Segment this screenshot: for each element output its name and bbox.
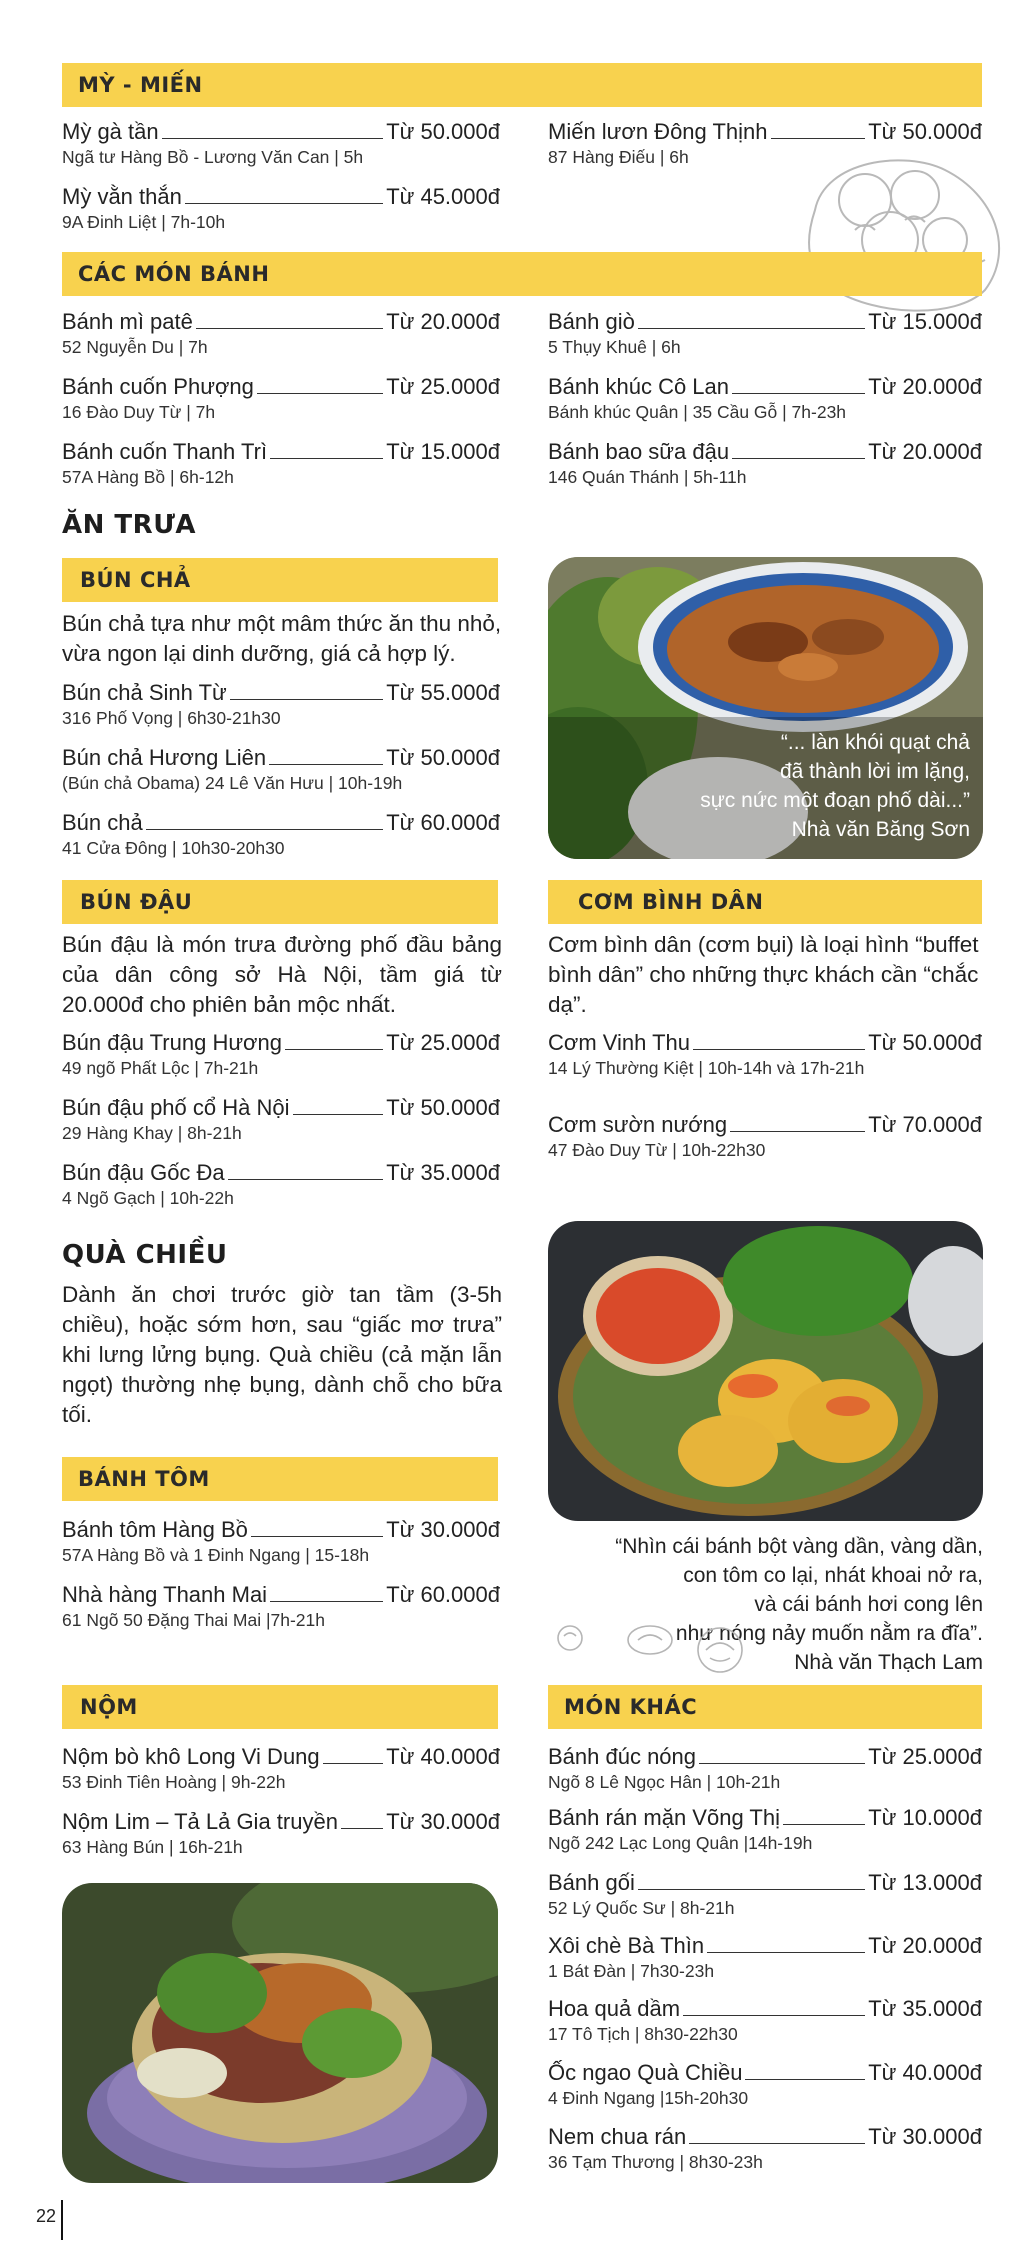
section-title: CƠM BÌNH DÂN bbox=[578, 890, 764, 914]
menu-item bbox=[548, 1929, 982, 1982]
item-name: Hoa quả dầm bbox=[548, 1996, 681, 2021]
heading-an-trua: ĂN TRƯA bbox=[62, 510, 197, 540]
item-name: Nộm Lim – Tả Lả Gia truyền bbox=[62, 1809, 338, 1834]
section-header-bun-cha bbox=[62, 558, 498, 602]
menu-item bbox=[62, 676, 500, 729]
menu-item bbox=[62, 305, 500, 358]
item-name: Cơm Vinh Thu bbox=[548, 1030, 691, 1055]
quote-line: sực nức một đoạn phố dài...” bbox=[700, 789, 970, 812]
section-title: BÁNH TÔM bbox=[78, 1467, 210, 1491]
item-name: Miến lươn Đông Thịnh bbox=[548, 119, 768, 144]
item-address: 17 Tô Tịch | 8h30-22h30 bbox=[548, 2024, 738, 2044]
item-name: Xôi chè Bà Thìn bbox=[548, 1933, 705, 1958]
item-address: 47 Đào Duy Từ | 10h-22h30 bbox=[548, 1140, 766, 1160]
item-address: 61 Ngõ 50 Đặng Thai Mai |7h-21h bbox=[62, 1610, 326, 1630]
section-header-nom bbox=[62, 1685, 498, 1729]
item-price: Từ 50.000đ bbox=[386, 745, 500, 770]
item-name: Cơm sườn nướng bbox=[548, 1112, 728, 1137]
quote-bang-son bbox=[560, 728, 970, 844]
item-address: 14 Lý Thường Kiệt | 10h-14h và 17h-21h bbox=[548, 1058, 865, 1078]
item-price: Từ 50.000đ bbox=[386, 119, 500, 144]
section-title: BÚN ĐẬU bbox=[80, 890, 193, 914]
page-divider bbox=[61, 2200, 63, 2240]
item-name: Bún đậu Trung Hương bbox=[62, 1030, 282, 1055]
item-name: Bánh rán mặn Võng Thị bbox=[548, 1805, 780, 1830]
menu-item bbox=[62, 1026, 500, 1079]
menu-item bbox=[548, 2056, 982, 2109]
menu-item bbox=[62, 370, 500, 423]
item-name: Bún chả Hương Liên bbox=[62, 745, 267, 770]
section-header-banh-tom bbox=[62, 1457, 498, 1501]
item-price: Từ 40.000đ bbox=[868, 2060, 982, 2085]
item-price: Từ 20.000đ bbox=[868, 374, 982, 399]
item-address: 53 Đinh Tiên Hoàng | 9h-22h bbox=[62, 1772, 286, 1792]
item-address: 1 Bát Đàn | 7h30-23h bbox=[548, 1961, 715, 1981]
item-price: Từ 50.000đ bbox=[386, 1095, 500, 1120]
item-address: 52 Lý Quốc Sư | 8h-21h bbox=[548, 1898, 735, 1918]
section-title: BÚN CHẢ bbox=[80, 568, 191, 592]
item-price: Từ 45.000đ bbox=[386, 184, 500, 209]
item-address: 57A Hàng Bồ | 6h-12h bbox=[62, 467, 234, 487]
menu-item bbox=[548, 370, 982, 423]
item-price: Từ 10.000đ bbox=[868, 1805, 982, 1830]
item-price: Từ 30.000đ bbox=[868, 2124, 982, 2149]
quote-line: “Nhìn cái bánh bột vàng dần, vàng dần, bbox=[615, 1535, 983, 1558]
section-title: CÁC MÓN BÁNH bbox=[78, 262, 270, 286]
item-price: Từ 50.000đ bbox=[868, 1030, 982, 1055]
item-price: Từ 15.000đ bbox=[386, 439, 500, 464]
item-address: 316 Phố Vọng | 6h30-21h30 bbox=[62, 708, 281, 728]
item-name: Nhà hàng Thanh Mai bbox=[62, 1582, 268, 1607]
item-name: Bún chả Sinh Từ bbox=[62, 680, 227, 705]
menu-item bbox=[548, 1866, 982, 1919]
item-address: 4 Ngõ Gạch | 10h-22h bbox=[62, 1188, 234, 1208]
item-name: Ốc ngao Quà Chiều bbox=[548, 2060, 743, 2085]
quote-author: Nhà văn Thạch Lam bbox=[794, 1651, 983, 1674]
item-name: Bún đậu phố cổ Hà Nội bbox=[62, 1095, 290, 1120]
item-address: 63 Hàng Bún | 16h-21h bbox=[62, 1837, 243, 1857]
item-name: Bánh mì patê bbox=[62, 309, 193, 334]
item-address: 41 Cửa Đông | 10h30-20h30 bbox=[62, 838, 285, 858]
quote-line: đã thành lời im lặng, bbox=[779, 760, 970, 783]
item-address: 52 Nguyễn Du | 7h bbox=[62, 337, 208, 357]
menu-item bbox=[548, 435, 982, 488]
quote-line: “... làn khói quạt chả bbox=[780, 731, 970, 754]
item-address: 29 Hàng Khay | 8h-21h bbox=[62, 1123, 242, 1143]
item-address: Ngõ 8 Lê Ngọc Hân | 10h-21h bbox=[548, 1772, 781, 1792]
item-name: Bánh gối bbox=[548, 1870, 635, 1895]
section-header-cac-mon-banh bbox=[62, 252, 982, 296]
item-name: Bánh giò bbox=[548, 309, 635, 334]
item-price: Từ 25.000đ bbox=[386, 374, 500, 399]
menu-item bbox=[548, 115, 982, 168]
item-name: Bánh bao sữa đậu bbox=[548, 439, 730, 464]
item-price: Từ 30.000đ bbox=[386, 1517, 500, 1542]
item-price: Từ 20.000đ bbox=[868, 439, 982, 464]
menu-item bbox=[62, 1805, 500, 1858]
menu-item bbox=[62, 180, 500, 233]
menu-item bbox=[62, 435, 500, 488]
item-price: Từ 15.000đ bbox=[868, 309, 982, 334]
item-address: Ngã tư Hàng Bồ - Lương Văn Can | 5h bbox=[62, 147, 364, 167]
item-price: Từ 13.000đ bbox=[868, 1870, 982, 1895]
menu-item bbox=[62, 1578, 500, 1631]
menu-item bbox=[548, 1740, 982, 1793]
item-price: Từ 20.000đ bbox=[868, 1933, 982, 1958]
item-address: 36 Tạm Thương | 8h30-23h bbox=[548, 2152, 763, 2172]
section-header-bun-dau bbox=[62, 880, 498, 924]
item-name: Bánh cuốn Phượng bbox=[62, 374, 254, 399]
item-name: Bánh tôm Hàng Bồ bbox=[62, 1517, 248, 1542]
item-name: Mỳ vằn thắn bbox=[62, 184, 182, 209]
menu-item bbox=[62, 1513, 500, 1566]
item-price: Từ 70.000đ bbox=[868, 1112, 982, 1137]
item-address: Ngõ 242 Lạc Long Quân |14h-19h bbox=[548, 1833, 813, 1853]
quote-line: như nóng nảy muốn nằm ra đĩa”. bbox=[675, 1622, 983, 1645]
menu-item bbox=[548, 1992, 982, 2045]
item-price: Từ 60.000đ bbox=[386, 1582, 500, 1607]
item-price: Từ 35.000đ bbox=[386, 1160, 500, 1185]
item-price: Từ 25.000đ bbox=[868, 1744, 982, 1769]
item-name: Nem chua rán bbox=[548, 2124, 687, 2149]
item-address: 5 Thụy Khuê | 6h bbox=[548, 337, 681, 357]
item-address: 57A Hàng Bồ và 1 Đinh Ngang | 15-18h bbox=[62, 1545, 370, 1565]
menu-item bbox=[548, 2120, 982, 2173]
section-header-com-binh-dan bbox=[548, 880, 982, 924]
menu-item bbox=[62, 1740, 500, 1793]
section-title: MỲ - MIẾN bbox=[78, 73, 203, 97]
nom-photo bbox=[62, 1883, 498, 2183]
item-name: Bánh khúc Cô Lan bbox=[548, 374, 730, 399]
menu-item bbox=[62, 115, 500, 168]
section-header-my-mien bbox=[62, 63, 982, 107]
item-price: Từ 25.000đ bbox=[386, 1030, 500, 1055]
section-intro: Cơm bình dân (cơm bụi) là loại hình “buffet bình dân” cho những thực khách cần “chắc dạ”. bbox=[548, 932, 979, 1017]
section-header-mon-khac bbox=[548, 1685, 982, 1729]
item-address: Bánh khúc Quân | 35 Cầu Gỗ | 7h-23h bbox=[548, 402, 847, 422]
quote-author: Nhà văn Băng Sơn bbox=[791, 818, 970, 841]
menu-item bbox=[62, 806, 500, 859]
item-address: (Bún chả Obama) 24 Lê Văn Hưu | 10h-19h bbox=[62, 773, 403, 793]
item-name: Bánh cuốn Thanh Trì bbox=[62, 439, 268, 464]
item-address: 4 Đinh Ngang |15h-20h30 bbox=[548, 2088, 749, 2108]
item-name: Bánh đúc nóng bbox=[548, 1744, 697, 1769]
quote-line: và cái bánh hơi cong lên bbox=[754, 1593, 983, 1616]
menu-item bbox=[62, 1091, 500, 1144]
banh-tom-photo bbox=[548, 1221, 983, 1521]
menu-item bbox=[548, 305, 982, 358]
menu-item bbox=[548, 1801, 982, 1854]
item-address: 49 ngõ Phất Lộc | 7h-21h bbox=[62, 1058, 259, 1078]
item-address: 16 Đào Duy Từ | 7h bbox=[62, 402, 216, 422]
page-number: 22 bbox=[36, 2206, 57, 2226]
section-intro: Bún đậu là món trưa đường phố đầu bảng của dân công sở Hà Nội, tầm giá từ 20.000đ cho phiên bản mộc nhất. bbox=[62, 932, 502, 1017]
item-price: Từ 35.000đ bbox=[868, 1996, 982, 2021]
item-address: 9A Đinh Liệt | 7h-10h bbox=[62, 212, 226, 232]
section-title: NỘM bbox=[80, 1695, 138, 1719]
quote-line: con tôm co lại, nhát khoai nở ra, bbox=[683, 1564, 983, 1587]
item-price: Từ 55.000đ bbox=[386, 680, 500, 705]
item-price: Từ 20.000đ bbox=[386, 309, 500, 334]
menu-item bbox=[548, 1026, 982, 1079]
item-address: 146 Quán Thánh | 5h-11h bbox=[548, 467, 747, 487]
item-name: Mỳ gà tần bbox=[62, 119, 159, 144]
item-address: 87 Hàng Điếu | 6h bbox=[548, 147, 689, 167]
section-title: MÓN KHÁC bbox=[564, 1695, 698, 1719]
section-intro: Bún chả tựa như một mâm thức ăn thu nhỏ, vừa ngon lại dinh dưỡng, giá cả hợp lý. bbox=[62, 611, 502, 666]
item-price: Từ 30.000đ bbox=[386, 1809, 500, 1834]
menu-item bbox=[62, 741, 500, 794]
item-name: Nộm bò khô Long Vi Dung bbox=[62, 1744, 320, 1769]
item-price: Từ 60.000đ bbox=[386, 810, 500, 835]
section-intro: Dành ăn chơi trước giờ tan tầm (3-5h chiều), hoặc sớm hơn, sau “giấc mơ trưa” khi lưng lửng bụng. Quà chiều (cả mặn lẫn ngọt) thường nhẹ bụng, dành chỗ cho bữa tối. bbox=[62, 1282, 502, 1427]
menu-item bbox=[62, 1156, 500, 1209]
small-sketch-illustration bbox=[550, 1620, 760, 1680]
heading-qua-chieu: QUÀ CHIỀU bbox=[62, 1240, 228, 1270]
item-price: Từ 50.000đ bbox=[868, 119, 982, 144]
menu-item bbox=[548, 1108, 982, 1161]
item-name: Bún chả bbox=[62, 810, 143, 835]
item-price: Từ 40.000đ bbox=[386, 1744, 500, 1769]
item-name: Bún đậu Gốc Đa bbox=[62, 1160, 225, 1185]
